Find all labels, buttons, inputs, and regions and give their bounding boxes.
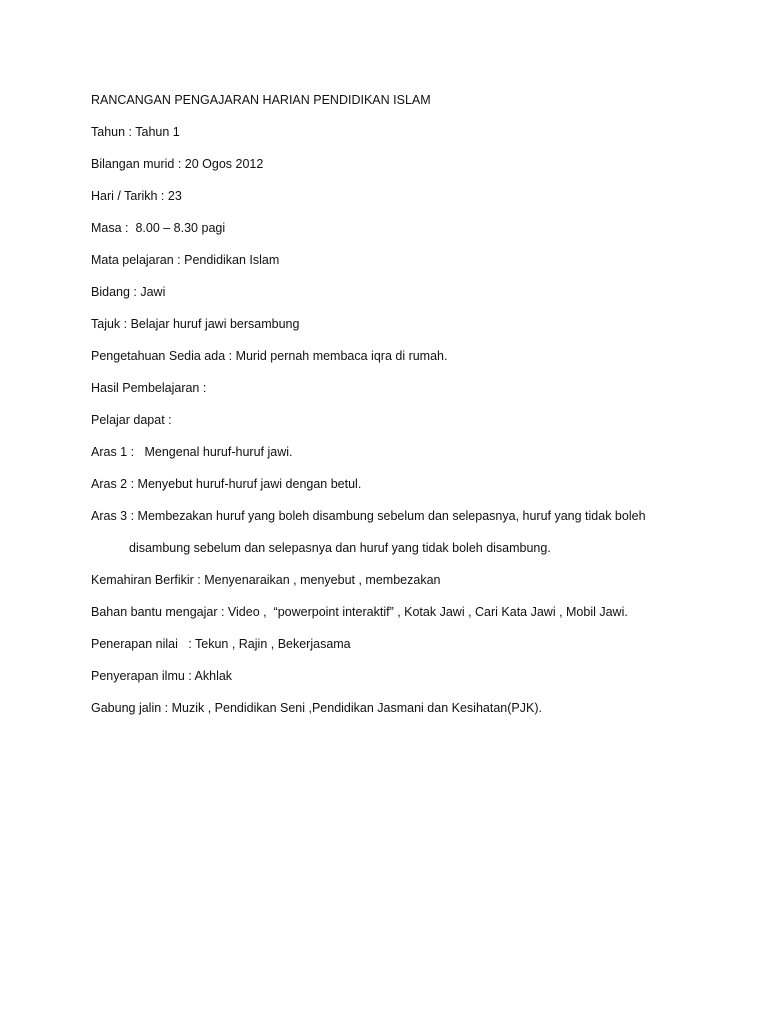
document-title: RANCANGAN PENGAJARAN HARIAN PENDIDIKAN ISLAM — [91, 93, 431, 107]
kemahiran-berfikir-line: Kemahiran Berfikir : Menyenaraikan , menyebut , membezakan — [91, 573, 441, 587]
pengetahuan-sedia-ada-line: Pengetahuan Sedia ada : Murid pernah membaca iqra di rumah. — [91, 349, 448, 363]
bilangan-murid-line: Bilangan murid : 20 Ogos 2012 — [91, 157, 264, 171]
aras-1-line: Aras 1 : Mengenal huruf-huruf jawi. — [91, 445, 293, 459]
pelajar-dapat-line: Pelajar dapat : — [91, 413, 172, 427]
gabung-jalin-line: Gabung jalin : Muzik , Pendidikan Seni ,Pendidikan Jasmani dan Kesihatan(PJK). — [91, 701, 542, 715]
aras-3-continuation-line: disambung sebelum dan selepasnya dan huruf yang tidak boleh disambung. — [129, 541, 551, 555]
tahun-line: Tahun : Tahun 1 — [91, 125, 180, 139]
bidang-line: Bidang : Jawi — [91, 285, 166, 299]
bahan-bantu-mengajar-line: Bahan bantu mengajar : Video , “powerpoint interaktif” , Kotak Jawi , Cari Kata Jawi , Mobil Jawi. — [91, 605, 628, 619]
document-body — [91, 92, 731, 732]
tajuk-line: Tajuk : Belajar huruf jawi bersambung — [91, 317, 300, 331]
penyerapan-ilmu-line: Penyerapan ilmu : Akhlak — [91, 669, 233, 683]
penerapan-nilai-line: Penerapan nilai : Tekun , Rajin , Bekerjasama — [91, 637, 351, 651]
aras-2-line: Aras 2 : Menyebut huruf-huruf jawi dengan betul. — [91, 477, 362, 491]
mata-pelajaran-line: Mata pelajaran : Pendidikan Islam — [91, 253, 280, 267]
masa-line: Masa : 8.00 – 8.30 pagi — [91, 221, 226, 235]
aras-3-line: Aras 3 : Membezakan huruf yang boleh disambung sebelum dan selepasnya, huruf yang tidak boleh — [91, 509, 646, 523]
hari-tarikh-line: Hari / Tarikh : 23 — [91, 189, 182, 203]
hasil-pembelajaran-line: Hasil Pembelajaran : — [91, 381, 207, 395]
